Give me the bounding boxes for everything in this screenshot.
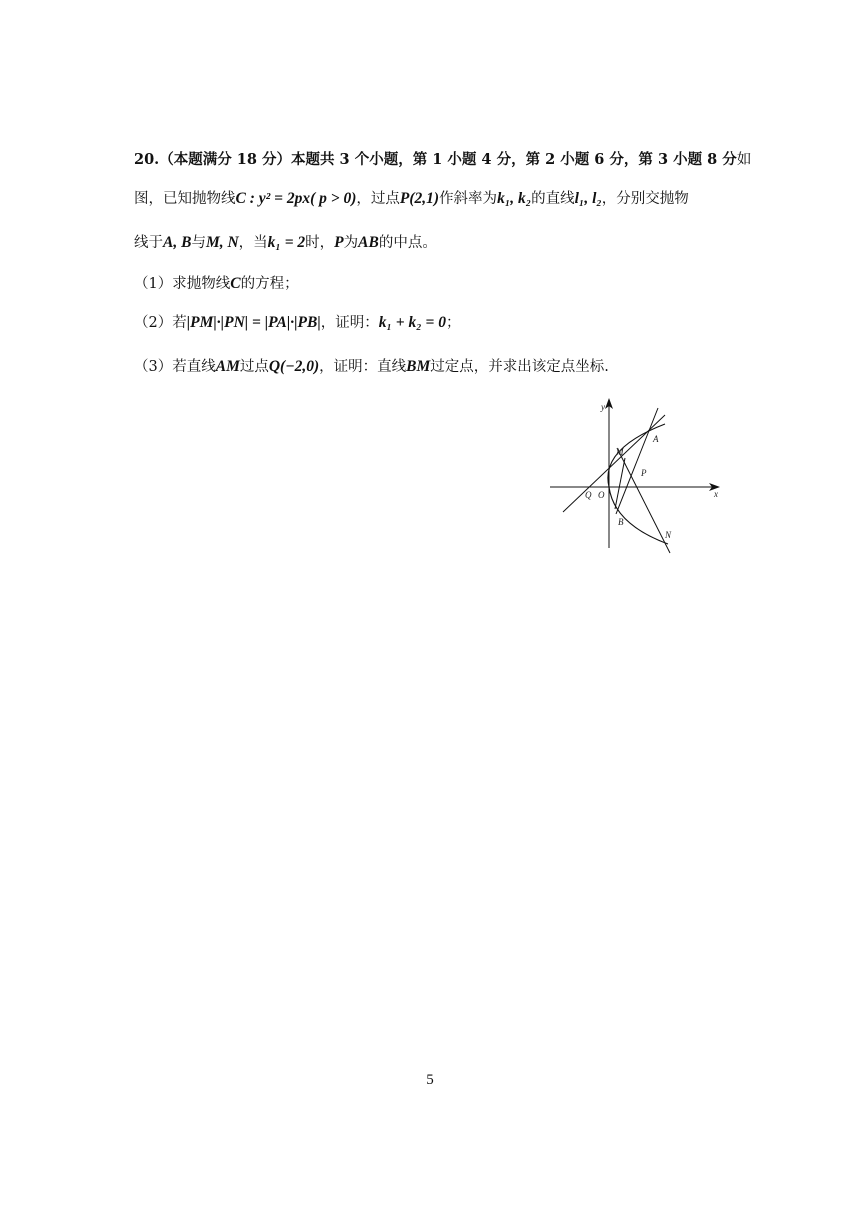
problem-statement-line-2 bbox=[134, 189, 689, 209]
parabola-equation: C : y² = 2px( p > 0) bbox=[235, 190, 357, 207]
text-segment: 的直线 bbox=[531, 191, 575, 207]
part-3-label: （3）若直线 bbox=[134, 359, 216, 375]
problem-number: 20. bbox=[134, 151, 160, 168]
text-segment: ，证明：直线 bbox=[319, 359, 407, 375]
parabola-curve bbox=[608, 424, 668, 544]
label-p: P bbox=[641, 468, 647, 478]
text-segment: 与 bbox=[191, 235, 206, 251]
part-2 bbox=[134, 313, 460, 333]
page-number: 5 bbox=[426, 1072, 434, 1088]
text-segment: 线于 bbox=[134, 235, 163, 251]
points-mn: M, N bbox=[205, 234, 239, 251]
label-b: B bbox=[618, 517, 624, 527]
point-p-ref: P bbox=[334, 234, 344, 251]
text-segment: ； bbox=[445, 315, 461, 331]
parabola-figure bbox=[548, 396, 728, 556]
header-tail: 如 bbox=[736, 152, 752, 168]
slopes: k₁, k₂ bbox=[497, 190, 532, 207]
label-a: A bbox=[653, 434, 659, 444]
line-am: AM bbox=[215, 358, 240, 375]
label-y: y bbox=[601, 402, 605, 412]
point-p: P(2,1) bbox=[399, 190, 440, 207]
problem-statement-line-3 bbox=[134, 233, 437, 253]
text-segment: 的方程； bbox=[240, 276, 299, 292]
text-segment: ，当 bbox=[238, 235, 268, 251]
label-x: x bbox=[714, 489, 718, 499]
text-segment: 为 bbox=[343, 235, 359, 251]
label-o: O bbox=[598, 490, 605, 500]
text-segment: 过定点，并求出该定点坐标. bbox=[430, 359, 609, 375]
line-bm: BM bbox=[406, 358, 431, 375]
line-mpn bbox=[617, 448, 670, 553]
slope-sum-conclusion: k₁ + k₂ = 0 bbox=[378, 314, 446, 331]
product-condition: |PM|·|PN| = |PA|·|PB| bbox=[186, 314, 321, 331]
figure-svg bbox=[548, 396, 728, 556]
text-segment: 图，已知抛物线 bbox=[134, 191, 236, 207]
segment-ab: AB bbox=[358, 234, 379, 251]
text-segment: 的中点。 bbox=[378, 235, 437, 251]
part-1-label: （1）求抛物线 bbox=[134, 276, 231, 292]
label-n: N bbox=[665, 530, 672, 540]
chord-mb bbox=[615, 458, 625, 509]
part-1 bbox=[134, 274, 299, 294]
part-2-label: （2）若 bbox=[134, 315, 187, 331]
point-q: Q(−2,0) bbox=[268, 358, 320, 375]
label-m: M bbox=[616, 447, 624, 457]
line-apb bbox=[616, 408, 658, 514]
text-segment: ，分别交抛物 bbox=[601, 191, 689, 207]
text-segment: ，过点 bbox=[356, 191, 400, 207]
label-q: Q bbox=[585, 490, 592, 500]
text-segment: 作斜率为 bbox=[439, 191, 498, 207]
text-segment: ，证明： bbox=[320, 315, 379, 331]
problem-header-line bbox=[134, 150, 751, 170]
part-3 bbox=[134, 357, 609, 377]
problem-header: （本题满分 18 分）本题共 3 个小题，第 1 小题 4 分，第 2 小题 6 分，第 3 小题 8 分 bbox=[159, 151, 737, 168]
lines-l1-l2: l₁, l₂ bbox=[574, 190, 602, 207]
text-segment: 过点 bbox=[239, 359, 269, 375]
parabola-c: C bbox=[230, 275, 241, 292]
points-ab: A, B bbox=[163, 234, 192, 251]
text-segment: 时， bbox=[305, 235, 335, 251]
k1-condition: k₁ = 2 bbox=[267, 234, 306, 251]
